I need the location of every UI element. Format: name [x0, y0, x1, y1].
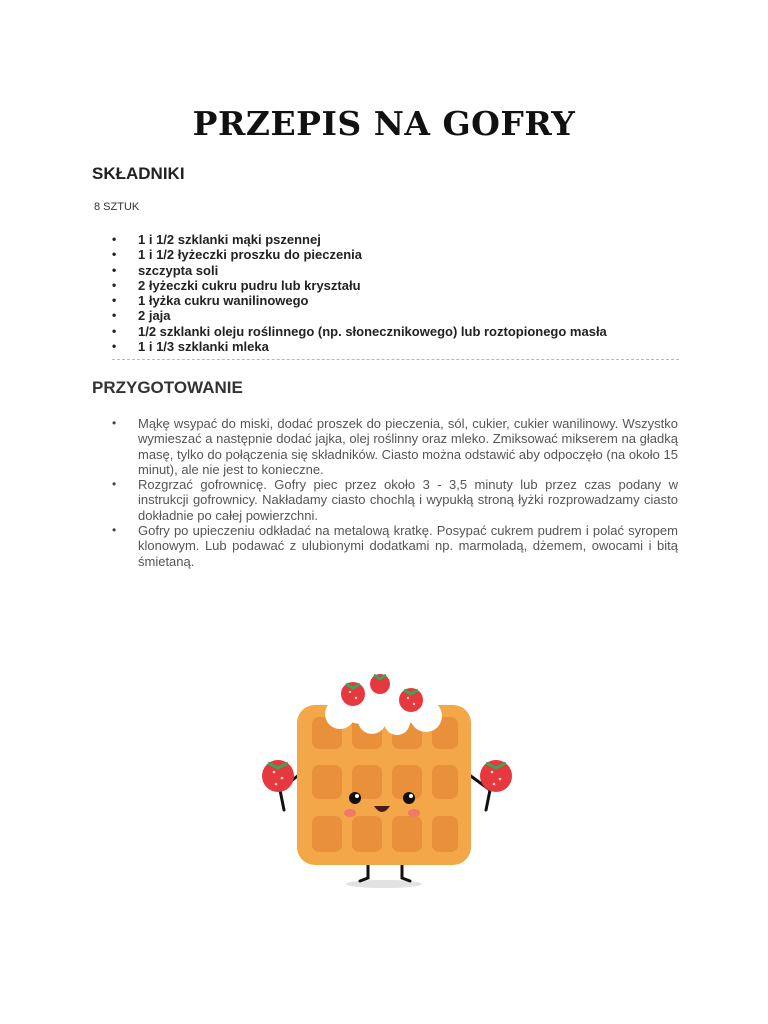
ingredient-item: • 2 łyżeczki cukru pudru lub kryształu	[112, 278, 607, 293]
ingredient-item: • szczypta soli	[112, 263, 607, 278]
ingredient-item: • 1 i 1/2 łyżeczki proszku do pieczenia	[112, 247, 607, 262]
ingredient-item: • 1 i 1/2 szklanki mąki pszennej	[112, 232, 607, 247]
section-divider	[112, 359, 679, 360]
preparation-step: • Mąkę wsypać do miski, dodać proszek do pieczenia, sól, cukier, cukier wanilinowy. Wszystko wymieszać a następnie dodać jajka, olej roślinny oraz mleko. Zmiksować mikserem na gładką masę, tylko do połączenia się składników. Ciasto można odstawić aby odpoczęło (na około 15 minut), ale nie jest to konieczne.	[112, 416, 678, 477]
ingredients-list	[112, 232, 607, 354]
waffle-character-icon	[222, 632, 548, 922]
page-title: PRZEPIS NA GOFRY	[192, 104, 576, 143]
ingredient-item: • 1 i 1/3 szklanki mleka	[112, 339, 607, 354]
preparation-steps-list	[112, 416, 678, 569]
preparation-heading: PRZYGOTOWANIE	[92, 378, 243, 397]
ingredients-heading: SKŁADNIKI	[92, 164, 185, 183]
servings-label: 8 SZTUK	[94, 201, 140, 213]
preparation-step: • Gofry po upieczeniu odkładać na metalową kratkę. Posypać cukrem pudrem i polać syropem klonowym. Lub podawać z ulubionymi dodatkami np. marmoladą, dżemem, owocami i bitą śmietaną.	[112, 523, 678, 569]
ingredient-item: • 1/2 szklanki oleju roślinnego (np. słonecznikowego) lub roztopionego masła	[112, 324, 607, 339]
preparation-step: • Rozgrzać gofrownicę. Gofry piec przez około 3 - 3,5 minuty lub przez czas podany w instrukcji gofrownicy. Nakładamy ciasto chochlą i wypukłą stroną łyżki rozprowadzamy ciasto dokładnie po całej powierzchni.	[112, 477, 678, 523]
ingredient-item: • 1 łyżka cukru wanilinowego	[112, 293, 607, 308]
ingredient-item: • 2 jaja	[112, 308, 607, 323]
